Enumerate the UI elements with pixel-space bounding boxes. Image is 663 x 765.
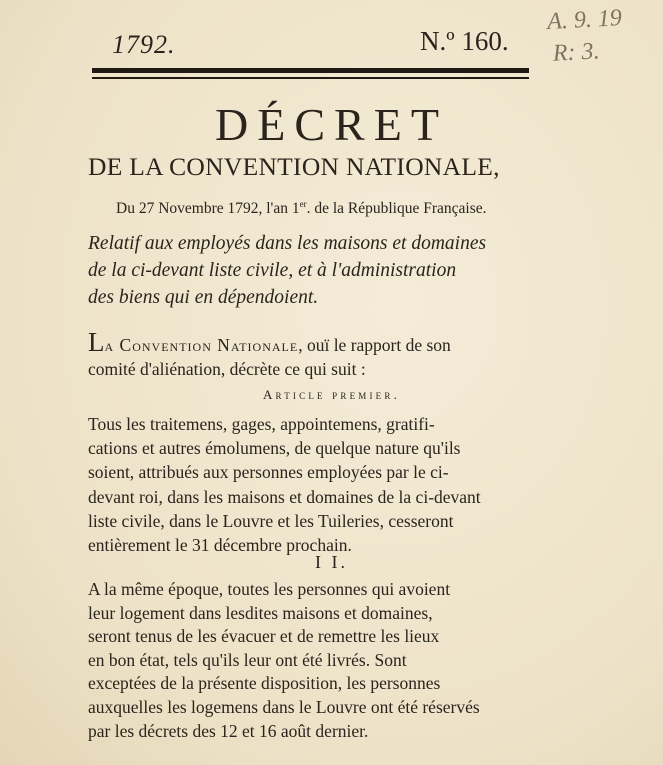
year: 1792. xyxy=(112,30,176,59)
preamble-line: comité d'aliénation, décrète ce qui suit : xyxy=(88,359,366,379)
document-title: DÉCRET xyxy=(215,99,448,150)
article-1-heading: Article premier. xyxy=(262,387,401,402)
drop-cap: L xyxy=(88,327,105,357)
date-text-end: . de la République Française. xyxy=(306,200,487,218)
article-2-line: A la même époque, toutes les personnes qui avoient xyxy=(88,579,451,599)
article-1-line: entièrement le 31 décembre prochain. xyxy=(88,535,352,556)
header-rule-thin xyxy=(92,77,529,79)
preamble-line xyxy=(88,327,548,357)
article-1-line: devant roi, dans les maisons et domaines de la ci-devant xyxy=(88,486,481,507)
article-2-heading: I I. xyxy=(315,552,348,572)
document-subtitle: DE LA CONVENTION NATIONALE, xyxy=(88,152,500,181)
header-rule-thick xyxy=(92,68,529,73)
article-2-line: par les décrets des 12 et 16 août dernier. xyxy=(88,720,369,741)
preamble-smallcaps: a Convention Nationale xyxy=(104,335,299,355)
article-1-line: Tous les traitemens, gages, appointemens, gratifi- xyxy=(88,414,435,434)
article-2-line: leur logement dans lesdites maisons et domaines, xyxy=(88,602,433,623)
article-2-line: exceptées de la présente disposition, les personnes xyxy=(88,673,441,694)
article-1-body xyxy=(88,412,548,557)
date-text: Du 27 Novembre 1792, l'an 1 xyxy=(116,200,300,218)
article-1-line: cations et autres émolumens, de quelque nature qu'ils xyxy=(88,438,461,459)
date-superscript: er xyxy=(299,199,307,209)
purpose-line: des biens qui en dépendoient. xyxy=(88,287,319,308)
article-2-line: seront tenus de les évacuer et de remettre les lieux xyxy=(88,626,440,647)
decree-date xyxy=(116,199,487,218)
decree-purpose xyxy=(88,230,548,311)
article-2-line: en bon état, tels qu'ils leur ont été livrés. Sont xyxy=(88,649,407,670)
preamble xyxy=(88,327,548,381)
preamble-rest: , ouï le rapport de son xyxy=(298,335,451,355)
article-1-line: liste civile, dans le Louvre et les Tuileries, cesseront xyxy=(88,510,454,531)
purpose-line: de la ci-devant liste civile, et à l'administration xyxy=(88,260,457,281)
annotation-line: A. 9. 19 xyxy=(546,5,623,35)
handwritten-annotation xyxy=(546,2,624,70)
article-2-line: auxquelles les logemens dans le Louvre ont été réservés xyxy=(88,696,480,717)
article-2-body xyxy=(88,578,548,743)
decree-number: N.º 160. xyxy=(420,26,509,56)
annotation-line: R: 3. xyxy=(552,38,601,67)
purpose-line: Relatif aux employés dans les maisons et domaines xyxy=(88,233,487,254)
article-1-line: soient, attribués aux personnes employées par le ci- xyxy=(88,462,449,483)
